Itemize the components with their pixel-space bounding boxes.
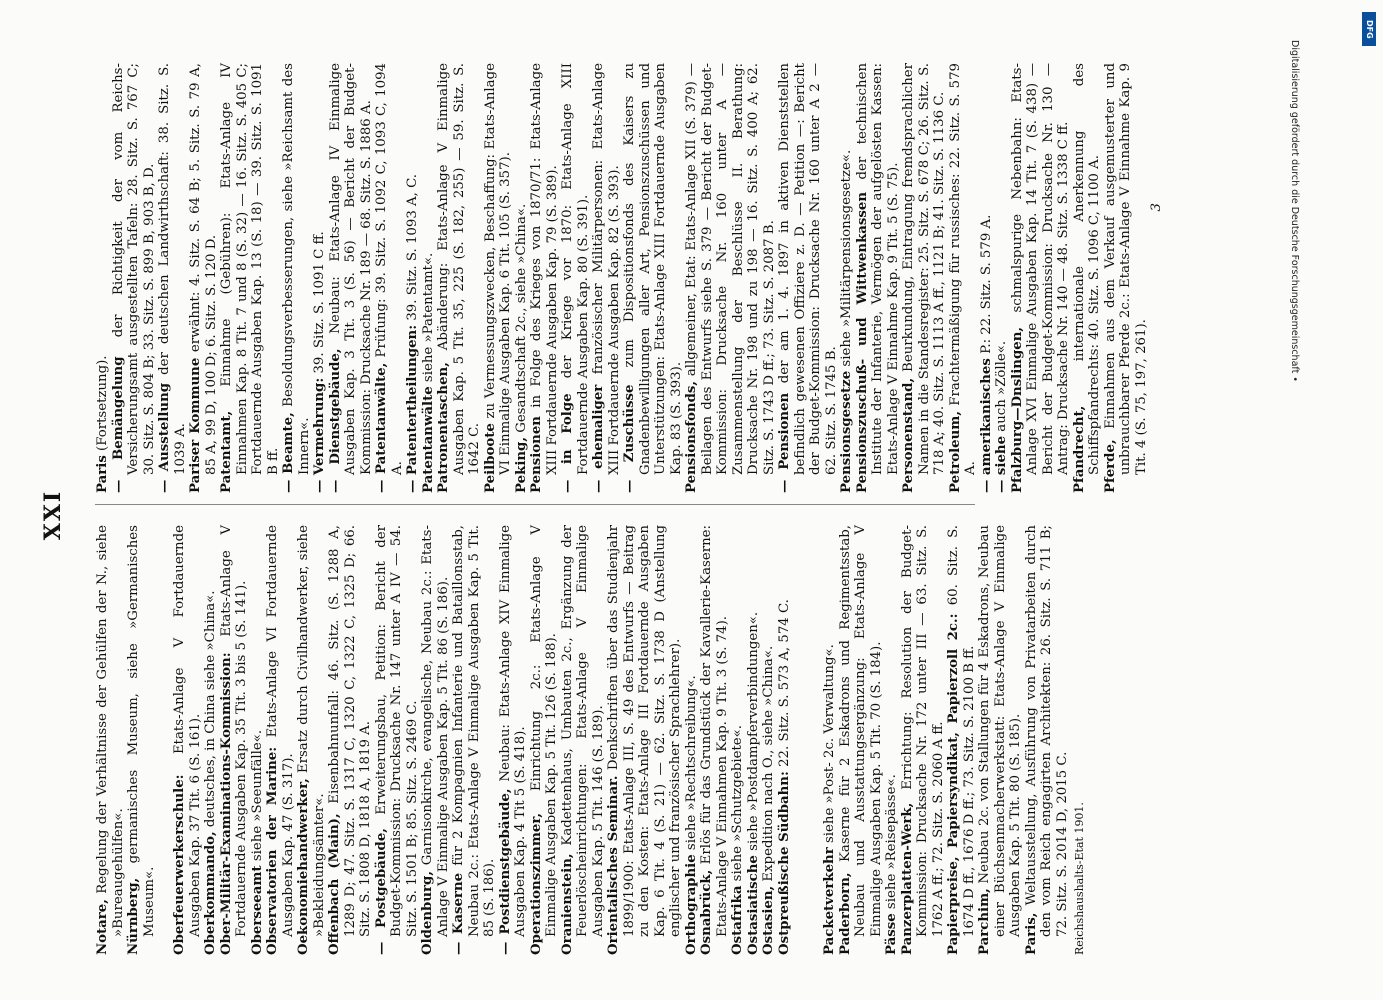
entry-text: siehe »Militärpensionsgesetze«.	[839, 149, 854, 371]
entry-keyword: Ostpreußische Südbahn:	[776, 771, 792, 955]
index-entry	[374, 525, 421, 955]
entry-keyword: Papierpreise, Papiersyndikat, Papierzoll 2c.:	[946, 613, 961, 955]
entry-text: Einnahme (Gebühren): Etats-Anlage IV Einnahmen Kap. 8 Tit. 7 und 8 (S. 32) — 16. Sitz. S. 405 C; Fortdauernde Ausgaben Kap. 13 (S. 18) — 39. Sitz. S. 1091 B ff.	[219, 63, 281, 475]
index-entry	[265, 525, 296, 955]
index-entry	[699, 525, 730, 955]
entry-keyword: — in Folge	[560, 393, 575, 493]
entry-keyword: Oranienstein,	[559, 853, 575, 955]
entry-text: Garnisonkirche, evangelische, Neubau 2c.: Etats-Anlage V Einmalige Ausgaben Kap. 5 Tit. 86 (S. 186).	[420, 525, 451, 937]
entry-keyword: Panzerplatten-Werk,	[899, 802, 915, 955]
index-entry	[203, 525, 219, 955]
index-entry	[95, 525, 126, 955]
entry-keyword: Pariser Kommune	[188, 357, 203, 493]
entry-text: der Kriege vor 1870: Etats-Anlage XIII Fortdauernde Ausgaben Kap. 80 (S. 391).	[560, 62, 591, 475]
entry-keyword: Nürnberg,	[126, 877, 141, 955]
entry-text: Abänderung: Etats-Anlage V Einmalige Ausgaben Kap. 5 Tit. 35, 225 (S. 182, 255) — 59. Sitz. S. 1642 C.	[436, 63, 482, 475]
entry-text: Weltausstellung, Ausführung von Privatarbeiten durch den vom Reich engagirten Architekten: 26. Sitz. S. 711 B; 72. Sitz. S. 2014 D, 2015 C.	[1023, 525, 1070, 937]
entry-text: französischer Militärpersonen: Etats-Anlage XIII Fortdauernde Ausgaben Kap. 82 (S. 393).	[591, 63, 622, 475]
entry-keyword: Pferde,	[1102, 439, 1118, 493]
entry-text: germanisches Museum, siehe »Germanisches Museum«.	[126, 525, 157, 937]
entry-keyword: — Patentertheilungen:	[405, 324, 420, 493]
entry-keyword: — Patentanwälte,	[374, 362, 389, 493]
entry-keyword: — siehe	[994, 435, 1009, 493]
entry-text: siehe »Postdampferverbindungen«.	[745, 611, 761, 856]
entry-text: in Folge des Krieges von 1870/71: Etats-Anlage XIII Fortdauernde Ausgaben Kap. 79 (S. 389).	[529, 63, 560, 475]
entry-text: 22. Sitz. S. 573 A, 574 C.	[776, 599, 792, 772]
entry-keyword: — ehemaliger	[591, 384, 606, 493]
entry-text: schmalspurige Nebenbahn: Etats-Anlage XVI Einmalige Ausgaben Kap. 14 Tit. 7 (S. 438) — Bericht der Budget-Kommission: Drucksache Nr. 130 — Antrag: Drucksache Nr. 140 — 48. Sitz. S. 1338 C ff.	[1009, 63, 1071, 475]
entry-text: Etats-Anlage VI Fortdauernde Ausgaben Kap. 47 (S. 317).	[265, 525, 296, 937]
index-entry	[529, 63, 560, 493]
index-entry	[436, 63, 483, 493]
entry-text: 60. Sitz. S. 1674 D ff., 1676 D ff.; 73. Sitz. S. 2100 B ff.	[946, 525, 977, 937]
entry-keyword: Orientalisches Seminar.	[606, 775, 621, 955]
entry-keyword: Paderborn,	[837, 872, 853, 955]
index-entry	[777, 525, 793, 955]
index-entry	[1010, 63, 1072, 493]
index-entry	[979, 63, 995, 493]
entry-keyword: — Postdienstgebäude,	[497, 788, 513, 955]
index-entry	[622, 63, 684, 493]
entry-keyword: Observatorien der Marine:	[265, 746, 280, 955]
entry-text: siehe »Rechtschreibung«.	[683, 675, 699, 855]
entry-keyword: Peking,	[513, 437, 529, 493]
entry-text: Erlös für das Grundstück der Kavallerie-Kaserne: Etats-Anlage V Einnahmen Kap. 9 Tit. 3 (S. 74).	[699, 525, 730, 937]
entry-text: Kadettenhaus, Umbauten 2c., Ergänzung der Feuerlöscheinrichtungen: Etats-Anlage V Einmalige Ausgaben Kap. 5 Tit. 146 (S. 189).	[559, 525, 606, 937]
index-entry	[994, 63, 1010, 493]
index-entry	[884, 525, 900, 955]
entry-keyword: — Vermehrung:	[312, 377, 327, 493]
entry-keyword: Patentanwälte	[420, 386, 436, 493]
entry-keyword: Pensionszuschuß- und Wittwenkassen	[854, 191, 870, 493]
index-entry	[746, 525, 762, 955]
catchword: 3	[1149, 203, 1164, 212]
index-entry	[126, 525, 157, 955]
entry-keyword: Oberseeamt	[249, 865, 265, 955]
index-entry	[946, 525, 977, 955]
index-entry	[1024, 525, 1071, 955]
index-entry	[451, 525, 498, 955]
entry-keyword: Patentamt,	[219, 410, 234, 493]
index-entry	[420, 525, 451, 955]
entry-keyword: Ober-Militär-Examinations-Kommission:	[218, 652, 234, 955]
entry-text: (Fortsetzung).	[95, 355, 110, 456]
entry-text: der am 1. 4. 1897 in aktiven Dienststellen befindlich gewesenen Offiziere z. D. — Petition —: Bericht der Budget-Kommission: Drucksache Nr. 160 unter A 2 — 62. Sitz. S. 1745 B.	[777, 63, 839, 475]
entry-keyword: Peilboote	[482, 423, 498, 493]
index-entry	[855, 63, 902, 493]
entry-keyword: Pfandrecht,	[1071, 405, 1087, 493]
entry-keyword: Paris,	[1023, 912, 1039, 955]
index-entry	[405, 63, 421, 493]
entry-text: Etats-Anlage V Fortdauernde Ausgaben Kap. 37 Tit. 6 (S. 161).	[172, 525, 203, 937]
entry-keyword: Personenstand,	[901, 377, 916, 493]
index-entry	[822, 525, 838, 955]
rotated-text-frame	[40, 55, 1295, 955]
entry-keyword: — Bemängelung	[110, 356, 126, 493]
index-entry	[838, 525, 885, 955]
entry-text: internationale Anerkennung des Schiffspfandrechts: 40. Sitz. S. 1096 C, 1100 A.	[1071, 63, 1102, 475]
entry-text: Besoldungsverbesserungen, siehe »Reichsamt des Innern«.	[281, 63, 312, 475]
entry-text: Gesandtschaft 2c., siehe »China«.	[513, 203, 529, 438]
entry-keyword: Paris	[95, 455, 110, 493]
index-entry	[250, 525, 266, 955]
entry-keyword: Notare,	[95, 899, 110, 955]
entry-text: allgemeiner, Etat: Etats-Anlage XII (S. 379) — Beilagen des Entwurfs siehe S. 379 — Bericht der Budget-Kommission: Drucksache Nr. 160 unter A — Zusammenstellung der Beschlüsse II. Berathung: Drucksache Nr. 198 und zu 198 — 16. Sitz. S. 400 A; 62. Sitz. S. 1743 D ff.; 73. Sitz. S. 2087 B.	[684, 63, 777, 475]
right-column	[95, 63, 1295, 493]
index-entry	[328, 63, 375, 493]
entry-keyword: Oberfeuerwerkerschule:	[172, 774, 187, 955]
entry-keyword: — Beamte,	[281, 412, 296, 493]
entry-keyword: Patronentaschen,	[436, 362, 451, 493]
entry-text: 39. Sitz. S. 1093 A, C.	[405, 173, 420, 325]
entry-text: deutsches, in China siehe »China«.	[203, 590, 218, 832]
entry-text: Beurkundung, Eintragung fremdsprachlicher Namen in die Standesregister: 25. Sitz. S. 678 C; 26. Sitz. S. 718 A; 40. Sitz. S. 1113 A ff., 1121 B; 41. Sitz. S. 1136 C.	[901, 63, 947, 475]
entry-text: Expedition nach O., siehe »China«.	[761, 645, 776, 886]
entry-keyword: Offenbach (Main),	[327, 813, 342, 955]
index-entry	[560, 63, 591, 493]
entry-keyword: — Postgebäude,	[373, 828, 389, 955]
entry-text: siehe »Reisepässe«.	[884, 774, 899, 914]
dfg-logo: DFG	[1362, 12, 1376, 46]
index-entry	[514, 63, 530, 493]
left-column	[95, 525, 1295, 955]
entry-keyword: — Ausstellung	[157, 382, 172, 493]
entry-text: Errichtung: Resolution der Budget-Kommission: Drucksache Nr. 172 unter III — 63. Sitz. S. 1762 A ff.; 72. Sitz. S. 2060 A ff.	[899, 525, 946, 937]
entry-keyword: Pensionen	[529, 416, 544, 493]
entry-keyword: Pensionsfonds,	[684, 381, 699, 493]
index-entry	[948, 63, 979, 493]
entry-text: der technischen Institute der Infanterie, Vermögen der aufgelösten Kassen: Etats-Anlage V Einnahme Kap. 9 Tit. 5 (S. 75).	[854, 62, 901, 475]
entry-keyword: Ostasiatische	[745, 855, 761, 955]
index-entry	[977, 525, 1024, 955]
spacer	[157, 525, 172, 955]
index-entry	[219, 525, 250, 955]
index-entry	[296, 525, 327, 955]
entry-text: Frachtermäßigung für russisches: 22. Sitz. S. 579 A.	[947, 63, 978, 475]
index-entry	[172, 525, 203, 955]
entry-keyword: Orthographie	[683, 854, 699, 955]
column-divider	[95, 504, 975, 505]
entry-text: siehe »Post- 2c. Verwaltung«.	[822, 644, 837, 848]
entry-keyword: Operationszimmer,	[528, 812, 544, 955]
printer-signature: Reichshaushalts-Etat 1901.	[1073, 802, 1086, 955]
entry-keyword: — Pensionen	[777, 392, 792, 493]
entry-text: der Richtigkeit der vom Reichs-Versicherungsamt ausgestellten Tafeln: 28. Sitz. S. 767 C; 30. Sitz. S. 804 B; 33. Sitz. S. 899 B, 903 B, D.	[110, 63, 157, 475]
spacer	[807, 525, 822, 955]
entry-keyword: — Kaserne	[451, 872, 466, 955]
entry-keyword: Ostasien,	[761, 885, 776, 955]
index-entry	[761, 525, 777, 955]
index-entry	[730, 525, 746, 955]
entry-text: Neubau: Etats-Anlage IV Einmalige Ausgaben Kap. 3 Tit. 3 (S. 56) — Bericht der Budget-Kommission: Drucksache Nr. 189 — 68. Sitz. S. 1886 A.	[327, 63, 374, 475]
index-entry	[498, 525, 529, 955]
entry-text: Neubau: Etats-Anlage XIV Einmalige Ausgaben Kap. 4 Tit 5 (S. 418).	[497, 525, 528, 937]
index-entry	[483, 63, 514, 493]
index-entry	[777, 63, 839, 493]
entry-text: Kaserne für 2 Eskadrons und Regimentsstab, Neubau und Ausstattungsergänzung: Etats-Anlage V Einmalige Ausgaben Kap. 5 Tit. 70 (S. 184).	[837, 525, 884, 937]
index-entry	[95, 63, 111, 493]
entry-text: P.: 22. Sitz. S. 579 A.	[978, 214, 994, 359]
entry-text: Regelung der Verhältnisse der Gehülfen der N., siehe »Bureaugehülfen«.	[95, 525, 126, 937]
entry-keyword: Oekonomiehandwerker,	[296, 778, 311, 955]
index-entry	[188, 63, 219, 493]
index-entry	[281, 63, 312, 493]
index-entry	[839, 63, 855, 493]
entry-text: Prüfung: 39. Sitz. S. 1092 C, 1093 C, 1094 A.	[374, 63, 405, 475]
entry-text: Einrichtung 2c.: Etats-Anlage V Einmalige Ausgaben Kap. 5 Tit. 126 (S. 188).	[528, 525, 559, 937]
entry-text: auch »Zölle«.	[994, 340, 1009, 436]
entry-text: für 2 Kompagnien Infanterie und Bataillonsstab, Neubau 2c.: Etats-Anlage V Einmalige Ausgaben Kap. 5 Tit. 85 (S. 186).	[451, 525, 497, 937]
entry-keyword: — amerikanisches	[978, 358, 994, 493]
index-entry	[684, 525, 700, 955]
index-entry	[312, 63, 328, 493]
entry-keyword: Ostafrika	[730, 885, 745, 955]
entry-keyword: — Dienstgebäude,	[327, 348, 343, 493]
index-entry	[111, 63, 158, 493]
index-entry	[900, 525, 947, 955]
index-entry	[560, 525, 607, 955]
entry-keyword: Oberkommando,	[203, 831, 218, 955]
index-entry	[606, 525, 684, 955]
index-entry	[901, 63, 948, 493]
entry-text: Ersatz durch Civilhandwerker, siehe »Bekleidungsämter«.	[296, 525, 327, 937]
digitization-credit: Digitalisierung gefördert durch die Deutsche Forschungsgemeinschaft •	[1289, 40, 1300, 382]
entry-text: zum Dispositionsfonds des Kaisers zu Gnadenbewilligungen aller Art, Pensionszuschüssen und Unterstützungen: Etats-Anlage XIII Fortdauernde Ausgaben Kap. 83 (S. 393).	[622, 62, 684, 475]
entry-text: der deutschen Landwirthschaft: 38. Sitz. S. 1039 A.	[157, 63, 188, 475]
entry-text: siehe »Patentamt«.	[420, 252, 436, 387]
entry-text: 39. Sitz. S. 1091 C ff.	[312, 231, 327, 378]
entry-text: Neubau 2c. von Stallungen für 4 Eskadrons, Neubau einer Büchsenmacherwerkstatt: Etats-Anlage V Einmalige Ausgaben Kap. 5 Tit. 80 (S. 185).	[977, 525, 1023, 937]
entry-text: Einnahmen aus dem Verkauf ausgemusterter und unbrauchbarer Pferde 2c.: Etats-Anlage V Einnahme Kap. 9 Tit. 4 (S. 75, 197, 261).	[1102, 63, 1149, 475]
index-entry	[591, 63, 622, 493]
index-entry	[529, 525, 560, 955]
entry-text: Denkschriften über das Studienjahr 1899/1900: Etats-Anlage III, S. 49 des Entwurfs — Beitrag zu den Kosten: Etats-Anlage III Fortdauernde Ausgaben Kap. 6 Tit. 4 (S. 21) — 62. Sitz. S. 1738 D (Anstellung englischer und französischer Sprachlehrer).	[606, 525, 683, 937]
index-entry	[374, 63, 405, 493]
entry-text: siehe »Seeunfälle«.	[249, 729, 265, 866]
entry-text: Etats-Anlage V Fortdauernde Ausgaben Kap. 35 Tit. 3 bis 5 (S. 141).	[218, 525, 249, 937]
entry-keyword: Packetverkehr	[822, 847, 837, 955]
entry-keyword: Pässe	[884, 913, 899, 955]
entry-text: Erweiterungsbau, Petition: Bericht der Budget-Kommission: Drucksache Nr. 147 unter A IV — 54. Sitz. S. 1501 B; 85. Sitz. S. 2469 C.	[373, 525, 420, 937]
entry-keyword: Osnabrück,	[699, 869, 714, 955]
entry-text: Eisenbahnunfall: 46. Sitz. (S. 1288 A, 1289 D; 47. Sitz. S. 1317 C, 1320 C, 1322 C, 1325 D; 66. Sitz. S. 1808 D, 1818 A, 1819 A.	[327, 525, 373, 937]
entry-keyword: Pfalzburg—Dnslingen,	[1009, 326, 1025, 493]
page-number: XXI	[40, 489, 66, 541]
entry-text: siehe »Schutzgebiete«.	[730, 724, 745, 886]
index-entry	[421, 63, 437, 493]
index-entry	[219, 63, 281, 493]
entry-keyword: Oldenburg,	[420, 871, 435, 955]
index-entry	[327, 525, 374, 955]
index-entry	[1072, 63, 1103, 493]
entry-keyword: Pensionsgesetze	[839, 370, 854, 493]
entry-text: erwähnt: 4. Sitz. S. 64 B; 5. Sitz. S. 79 A, 85 A, 99 D, 100 D; 6. Sitz. S. 120 D.	[188, 63, 219, 475]
index-entry	[684, 63, 777, 493]
entry-keyword: — Zuschüsse	[622, 384, 637, 493]
entry-keyword: Parchim,	[977, 888, 992, 955]
index-entry	[157, 63, 188, 493]
entry-text: zu Vermessungszwecken, Beschaffung: Etats-Anlage VI Einmalige Ausgaben Kap. 6 Tit. 105 (S. 357).	[482, 63, 513, 475]
spacer	[792, 525, 807, 955]
entry-keyword: Petroleum,	[947, 411, 963, 493]
index-entry	[1103, 63, 1150, 493]
